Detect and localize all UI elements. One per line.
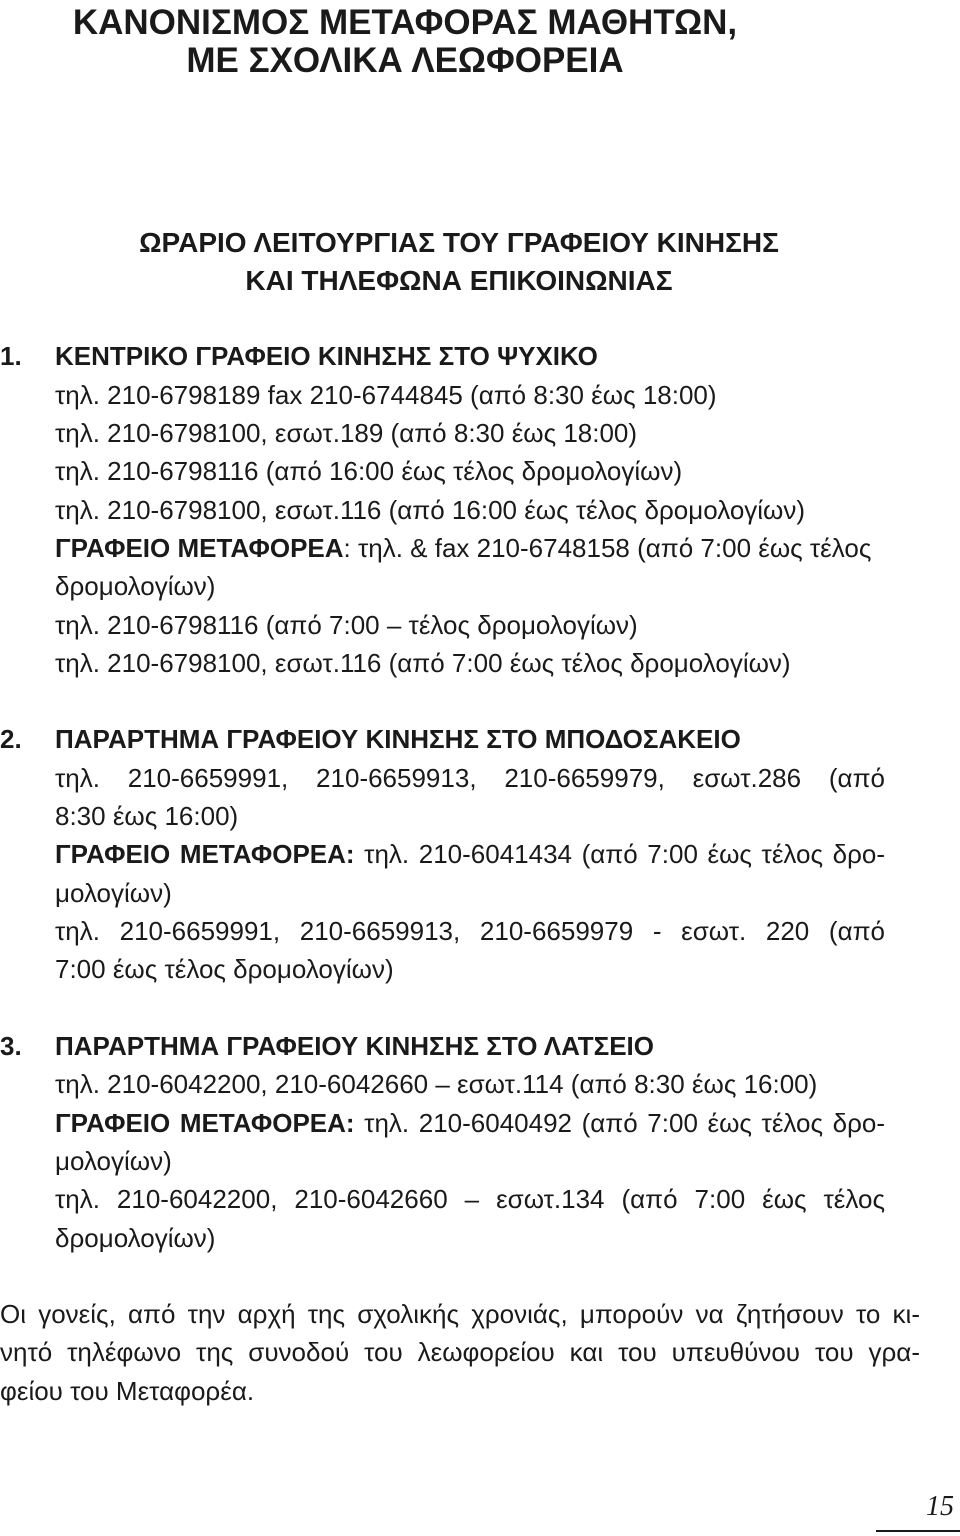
closing-line-2: νητό τηλέφωνο της συνοδού του λεωφορείου και του υπευθύνου του γρα-: [0, 1337, 920, 1367]
section-1-line-1: τηλ. 210-6798189 fax 210-6744845 (από 8:30 έως 18:00): [55, 380, 717, 410]
section-1-carrier-line: [55, 529, 871, 567]
closing-line-1: Οι γονείς, από την αρχή της σχολικής χρονιάς, μπορούν να ζητήσουν το κι-: [0, 1299, 920, 1329]
subtitle-line-2: ΚΑΙ ΤΗΛΕΦΩΝΑ ΕΠΙΚΟΙΝΩΝΙΑΣ: [245, 265, 673, 296]
section-1-line-2: τηλ. 210-6798100, εσωτ.189 (από 8:30 έως 18:00): [55, 418, 638, 448]
title-line-1: ΚΑΝΟΝΙΣΜΟΣ ΜΕΤΑΦΟΡΑΣ ΜΑΘΗΤΩΝ,: [72, 3, 738, 42]
section-heading: [0, 224, 918, 300]
section-1-carrier-label: ΓΡΑΦΕΙΟ ΜΕΤΑΦΟΡΕΑ: [55, 533, 344, 563]
page-number: [876, 1488, 960, 1532]
section-1-carrier-line-2: δρομολογίων): [55, 571, 216, 601]
section-2-line-4: 7:00 έως τέλος δρομολογίων): [55, 954, 394, 984]
section-3-line-2: τηλ. 210-6042200, 210-6042660 – εσωτ.134 (από 7:00 έως τέλος: [55, 1184, 885, 1214]
section-2-line-3: τηλ. 210-6659991, 210-6659913, 210-6659979 - εσωτ. 220 (από: [55, 916, 885, 946]
section-2-carrier-text: τηλ. 210-6041434 (από 7:00 έως τέλος δρο-: [354, 839, 885, 869]
section-1-line-3: τηλ. 210-6798116 (από 16:00 έως τέλος δρομολογίων): [55, 456, 683, 486]
page-number-text: 15: [926, 1491, 954, 1522]
section-1-line-4: τηλ. 210-6798100, εσωτ.116 (από 16:00 έως τέλος δρομολογίων): [55, 495, 806, 525]
closing-line-3: φείου του Μεταφορέα.: [0, 1376, 255, 1406]
section-2-carrier-line-2: μολογίων): [55, 878, 172, 908]
section-1-heading: ΚΕΝΤΡΙΚΟ ΓΡΑΦΕΙΟ ΚΙΝΗΣΗΣ ΣΤΟ ΨΥΧΙΚΟ: [55, 341, 598, 371]
section-1-carrier-text: : τηλ. & fax 210-6748158 (από 7:00 έως τέλος: [343, 533, 872, 563]
section-2-line-2: 8:30 έως 16:00): [55, 801, 239, 831]
section-2-line-1: τηλ. 210-6659991, 210-6659913, 210-6659979, εσωτ.286 (από: [55, 763, 885, 793]
section-1-line-5: τηλ. 210-6798116 (από 7:00 – τέλος δρομολογίων): [55, 610, 638, 640]
section-3-number: 3.: [0, 1031, 22, 1061]
title-line-2: ΜΕ ΣΧΟΛΙΚΑ ΛΕΩΦΟΡΕΙΑ: [186, 41, 624, 80]
subtitle-line-1: ΩΡΑΡΙΟ ΛΕΙΤΟΥΡΓΙΑΣ ΤΟΥ ΓΡΑΦΕΙΟΥ ΚΙΝΗΣΗΣ: [139, 227, 779, 258]
section-3-carrier-label: ΓΡΑΦΕΙΟ ΜΕΤΑΦΟΡΕΑ:: [55, 1108, 355, 1138]
section-1-number: 1.: [0, 341, 22, 371]
section-3-carrier-line-2: μολογίων): [55, 1146, 172, 1176]
section-3-heading: ΠΑΡΑΡΤΗΜΑ ΓΡΑΦΕΙΟΥ ΚΙΝΗΣΗΣ ΣΤΟ ΛΑΤΣΕΙΟ: [55, 1031, 654, 1061]
section-3-carrier-text: τηλ. 210-6040492 (από 7:00 έως τέλος δρο-: [354, 1108, 885, 1138]
section-1-line-6: τηλ. 210-6798100, εσωτ.116 (από 7:00 έως τέλος δρομολογίων): [55, 648, 791, 678]
section-3-carrier-line: [55, 1104, 885, 1142]
section-3-line-3: δρομολογίων): [55, 1223, 216, 1253]
section-2-number: 2.: [0, 724, 22, 754]
section-2-carrier-line: [55, 835, 885, 873]
section-2-carrier-label: ΓΡΑΦΕΙΟ ΜΕΤΑΦΟΡΕΑ:: [55, 839, 355, 869]
section-3-line-1: τηλ. 210-6042200, 210-6042660 – εσωτ.114 (από 8:30 έως 16:00): [55, 1069, 818, 1099]
section-2-heading: ΠΑΡΑΡΤΗΜΑ ΓΡΑΦΕΙΟΥ ΚΙΝΗΣΗΣ ΣΤΟ ΜΠΟΔΟΣΑΚΕΙΟ: [55, 724, 741, 754]
